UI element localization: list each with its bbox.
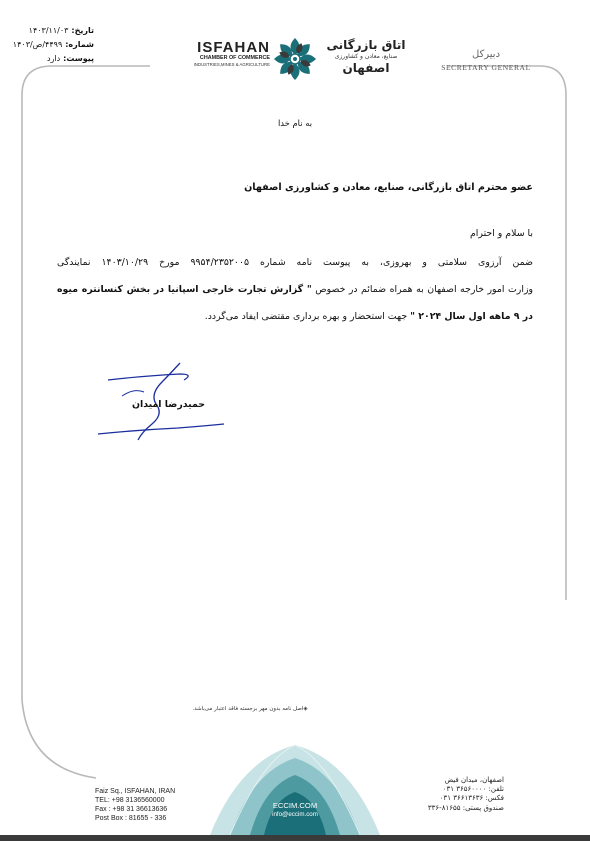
secretary-general-title <box>440 48 532 74</box>
body-line-2 <box>57 283 533 296</box>
footer-fa-tel: تلفن: ۳۶۵۶۰۰۰۰ ۰۳۱ <box>442 785 504 794</box>
body-line-1: ضمن آرزوی سلامتی و بهروزی، به پیوست نامه شماره ۹۹۵۴/۲۳۵۲۰۰۵ مورخ ۱۴۰۳/۱۰/۲۹ نمایندگی <box>57 257 533 268</box>
chamber-logo-icon <box>270 34 320 84</box>
date-label: تاریخ: <box>71 26 94 35</box>
logo-english <box>186 40 270 68</box>
logo-persian <box>322 38 410 75</box>
date-value: ۱۴۰۳/۱۱/۰۳ <box>28 26 69 35</box>
logo-fa-line2: صنایع، معادن و کشاورزی <box>334 53 398 60</box>
recipient-line: عضو محترم اتاق بازرگانی، صنایع، معادن و کشاورزی اصفهان <box>244 182 533 193</box>
number-value: ۴۴۹۹/ص/۱۴۰۳ <box>12 40 63 49</box>
date-row <box>8 24 94 37</box>
attachment-row <box>8 52 94 65</box>
footer-contact-en <box>95 787 195 823</box>
footer-fa-postbox: صندوق پستی: ۸۱۶۵۵-۳۳۶ <box>427 803 504 812</box>
secretary-fa: دبیرکل <box>471 49 501 60</box>
signatory-name: حمیدرضا امیدان <box>132 399 205 410</box>
body-line-3 <box>57 310 533 323</box>
attachment-label: پیوست: <box>63 54 94 63</box>
validity-footnote: ◈اصل نامه بدون مهر برجسته فاقد اعتبار می‌باشد. <box>192 706 308 712</box>
attachment-value: دارد <box>46 54 61 63</box>
logo-en-line3: INDUSTRIES,MINES & AGRICULTURE <box>193 62 270 67</box>
number-row <box>8 38 94 51</box>
letter-meta <box>8 24 94 68</box>
logo-fa-line3: اصفهان <box>342 61 390 75</box>
bottom-bar <box>0 835 590 841</box>
footer-en-postbox: Post Box : 81655 - 336 <box>95 815 167 822</box>
footer-en-address: Faiz Sq., ISFAHAN, IRAN <box>95 788 176 795</box>
report-title-part-1: " گزارش تجارت خارجی اسپانیا در بخش کنسانتره میوه <box>57 284 312 295</box>
logo-fa-line1: اتاق بازرگانی <box>326 38 406 52</box>
logo-en-line2: CHAMBER OF COMMERCE <box>199 55 270 61</box>
bismillah: به نام خدا <box>277 118 313 128</box>
footer-email[interactable]: info@eccim.com <box>272 811 318 818</box>
body-line-2-plain: وزارت امور خارجه اصفهان به همراه ضمائم در خصوص <box>315 284 533 295</box>
footer-website[interactable]: ECCIM.COM <box>272 801 318 810</box>
footer-en-fax: Fax : +98 31 36613636 <box>95 806 168 813</box>
footer-web <box>261 801 329 819</box>
footer-fa-fax: فکس: ۳۶۶۱۳۶۳۶ ۰۳۱ <box>439 794 504 803</box>
footer-en-tel: TEL: +98 3136560000 <box>95 797 165 804</box>
body-line-3-plain: جهت استحضار و بهره برداری مقتضی ایفاد می‌گردد. <box>204 311 408 322</box>
report-title-part-2: در ۹ ماهه اول سال ۲۰۲۴ " <box>410 311 533 322</box>
logo-en-title: ISFAHAN <box>197 39 270 56</box>
number-label: شماره: <box>65 40 94 49</box>
secretary-en: SECRETARY GENERAL <box>441 63 531 72</box>
greeting-line: با سلام و احترام <box>470 228 533 239</box>
footer-fa-address: اصفهان، میدان فیض <box>444 776 504 784</box>
footer-contact-fa <box>404 776 504 813</box>
